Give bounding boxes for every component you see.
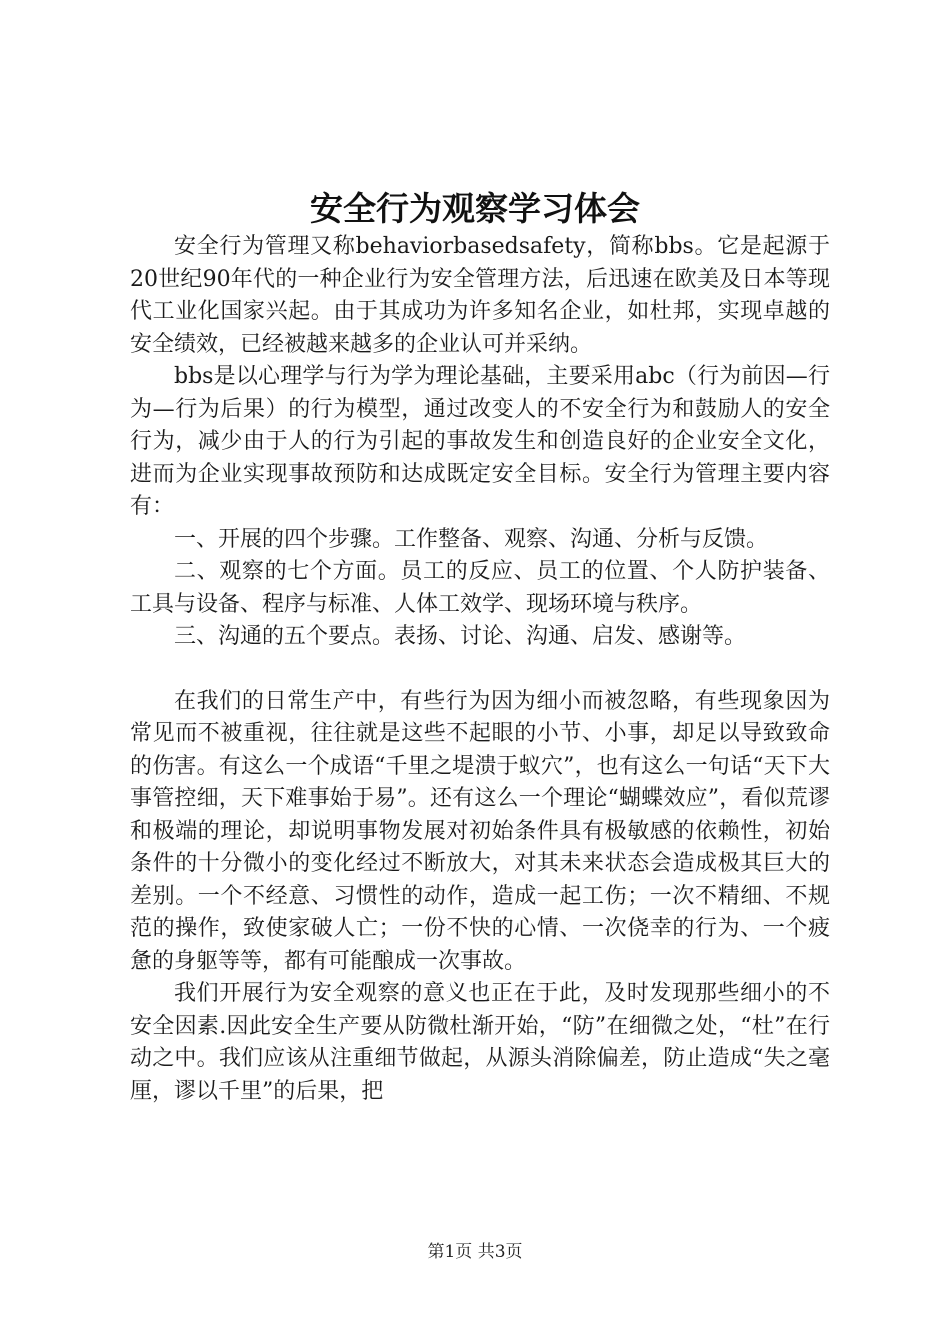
document-title: 安全行为观察学习体会	[310, 189, 640, 228]
document-body	[130, 231, 830, 1108]
paragraph-intro: 安全行为管理又称behaviorbasedsafety，简称bbs。它是起源于20世纪90年代的一种企业行为安全管理方法，后迅速在欧美及日本等现代工业化国家兴起。由于其成功为许多知名企业，如杜邦，实现卓越的安全绩效，已经被越来越多的企业认可并采纳。	[130, 234, 830, 357]
paragraph-daily-production: 在我们的日常生产中，有些行为因为细小而被忽略，有些现象因为常见而不被重视，往往就是这些不起眼的小节、小事，却足以导致致命的伤害。有这么一个成语“千里之堤溃于蚁穴”，也有这么一句话“天下大事管控细，天下难事始于易”。还有这么一个理论“蝴蝶效应”，看似荒谬和极端的理论，却说明事物发展对初始条件具有极敏感的依赖性，初始条件的十分微小的变化经过不断放大，对其未来状态会造成极其巨大的差别。一个不经意、习惯性的动作，造成一起工伤；一次不精细、不规范的操作，致使家破人亡；一份不快的心情、一次侥幸的行为、一个疲惫的身躯等等，都有可能酿成一次事故。	[130, 688, 830, 974]
paragraph-five-points: 三、沟通的五个要点。表扬、讨论、沟通、启发、感谢等。	[174, 624, 747, 649]
paragraph-four-steps: 一、开展的四个步骤。工作整备、观察、沟通、分析与反馈。	[174, 526, 769, 552]
paragraph-bbs-theory: bbs是以心理学与行为学为理论基础，主要采用abc（行为前因—行为—行为后果）的行为模型，通过改变人的不安全行为和鼓励人的安全行为，减少由于人的行为引起的事故发生和创造良好的企业安全文化，进而为企业实现事故预防和达成既定安全目标。安全行为管理主要内容有：	[130, 364, 830, 519]
paragraph-seven-aspects: 二、观察的七个方面。员工的反应、员工的位置、个人防护装备、工具与设备、程序与标准、人体工效学、现场环境与秩序。	[130, 559, 830, 617]
paragraph-significance: 我们开展行为安全观察的意义也正在于此，及时发现那些细小的不安全因素.因此安全生产要从防微杜渐开始，“防”在细微之处，“杜”在行动之中。我们应该从注重细节做起，从源头消除偏差，防止造成“失之毫厘，谬以千里”的后果，把	[130, 981, 830, 1104]
page-footer: 第1页 共3页	[427, 1242, 523, 1262]
